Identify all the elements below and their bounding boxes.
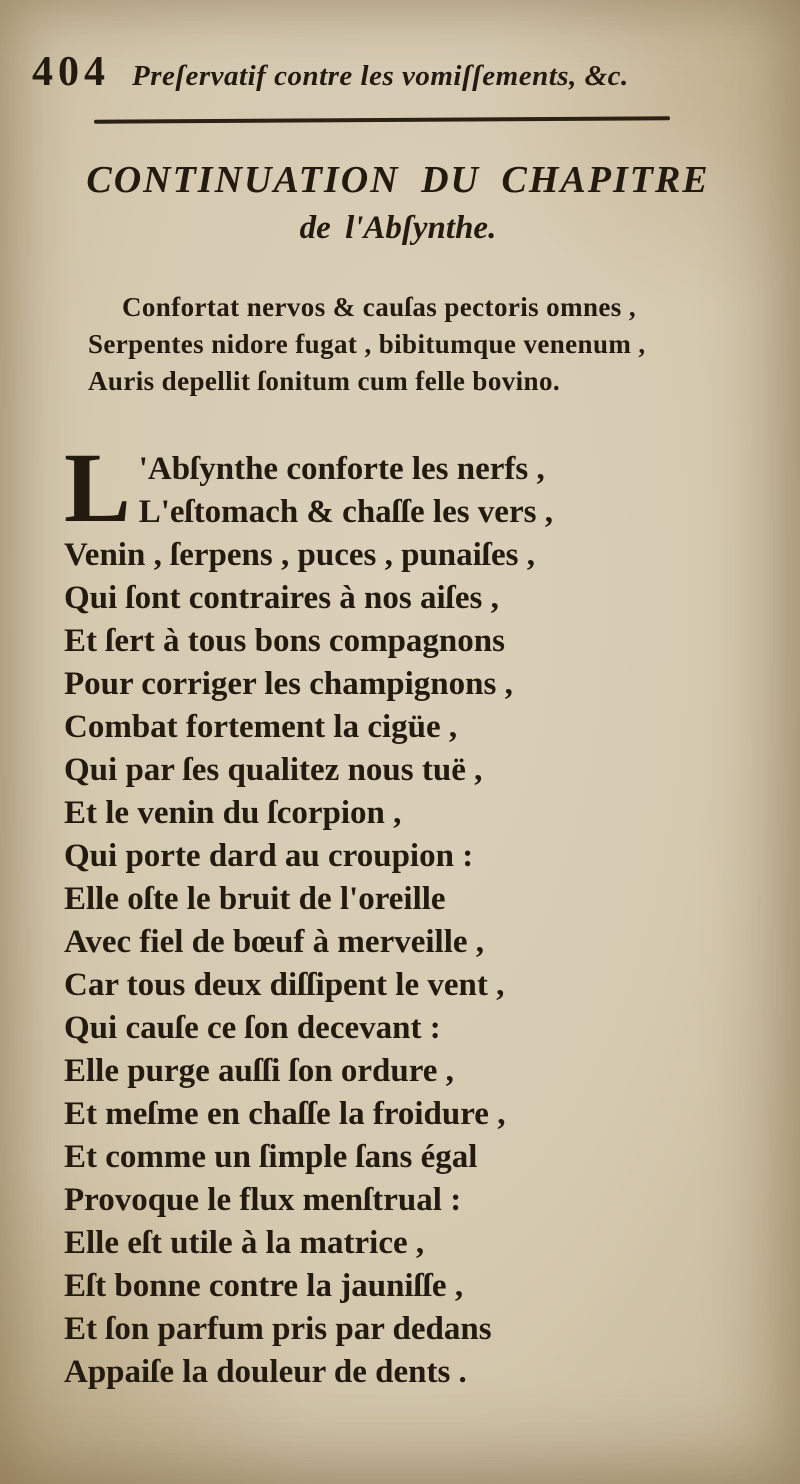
poem-line: Qui ſont contraires à nos aiſes ,	[64, 580, 499, 616]
drop-cap: L	[64, 432, 131, 543]
poem-line: Provoque le flux menſtrual :	[64, 1182, 462, 1218]
poem-line: Et ſert à tous bons compagnons	[64, 623, 505, 659]
header-rule	[94, 116, 670, 124]
poem-line: Et ſon parfum pris par dedans	[64, 1311, 492, 1347]
poem-opening	[64, 432, 746, 543]
latin-verse-line: Auris depellit ſonitum cum felle bovino.	[88, 366, 561, 396]
poem-line: 'Abſynthe conforte les nerfs ,	[138, 451, 545, 487]
latin-verse	[88, 289, 710, 400]
latin-verse-line: Confortat nervos & cauſas pectoris omnes ,	[122, 292, 636, 322]
poem-line: Combat fortement la cigüe ,	[64, 709, 458, 745]
poem-line: L'eſtomach & chaſſe les vers ,	[138, 494, 553, 530]
running-header	[30, 48, 766, 96]
page-number: 404	[32, 49, 110, 95]
chapter-title-line2: de l'Abſynthe.	[299, 210, 497, 246]
poem-line: Elle purge auſſi ſon ordure ,	[64, 1053, 454, 1089]
poem-line: Pour corriger les champignons ,	[64, 666, 513, 702]
poem-line: Car tous deux diſſipent le vent ,	[64, 967, 505, 1003]
poem-body-lines	[64, 534, 746, 1394]
poem-line: Et meſme en chaſſe la froidure ,	[64, 1096, 506, 1132]
poem-line: Qui par ſes qualitez nous tuë ,	[64, 752, 483, 788]
latin-verse-line: Serpentes nidore fugat , bibitumque venenum ,	[88, 329, 646, 359]
poem-line: Et comme un ſimple ſans égal	[64, 1139, 478, 1175]
poem-line: Avec fiel de bœuf à merveille ,	[64, 924, 485, 960]
chapter-title-line1: CONTINUATION DU CHAPITRE	[86, 159, 710, 201]
poem-line: Venin , ſerpens , puces , punaiſes ,	[64, 537, 535, 573]
poem-line: Eſt bonne contre la jauniſſe ,	[64, 1268, 464, 1304]
poem-line: Elle oſte le bruit de l'oreille	[64, 881, 446, 917]
running-header-title: Preſervatif contre les vomiſſements, &c.	[132, 60, 629, 92]
poem-line: Elle eſt utile à la matrice ,	[64, 1225, 425, 1261]
chapter-title	[30, 158, 766, 247]
poem-opening-lines	[64, 432, 746, 543]
poem	[64, 432, 746, 1394]
poem-line: Qui porte dard au croupion :	[64, 838, 474, 874]
poem-line: Appaiſe la douleur de dents .	[64, 1354, 467, 1390]
poem-line: Qui cauſe ce ſon decevant :	[64, 1010, 441, 1046]
poem-line: Et le venin du ſcorpion ,	[64, 795, 402, 831]
